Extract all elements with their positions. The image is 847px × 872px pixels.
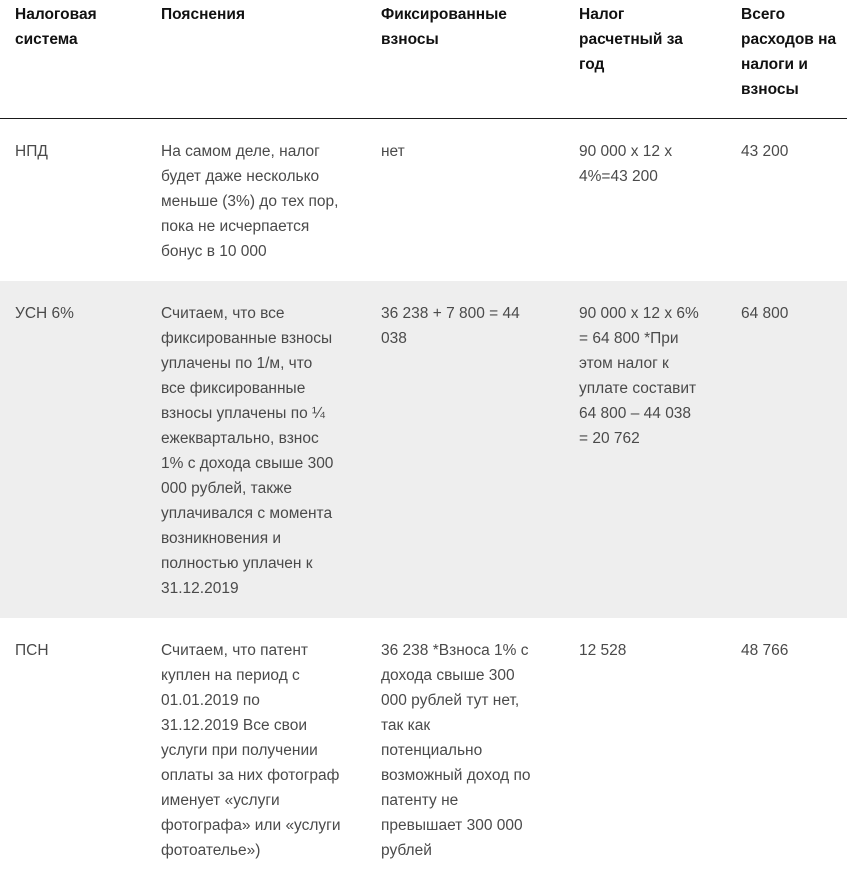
header-tax-system: Налоговая система [15, 6, 97, 48]
cell-fixed-contributions: 36 238 + 7 800 = 44 038 [381, 305, 520, 347]
table-row [0, 119, 847, 281]
header-calculated-tax: Налог расчетный за год [579, 6, 683, 73]
cell-tax-system: ПСН [15, 642, 49, 659]
cell-tax-system: НПД [15, 143, 48, 160]
cell-total: 43 200 [741, 143, 789, 160]
cell-fixed-contributions: 36 238 *Взноса 1% с дохода свыше 300 000 рублей тут нет, так как потенциально возможный доход по патенту не превышает 300 000 рублей [381, 642, 531, 859]
cell-calculated-tax: 90 000 х 12 х 6% = 64 800 *При этом налог к уплате составит 64 800 – 44 038 = 20 762 [579, 305, 699, 447]
cell-explanation: Считаем, что все фиксированные взносы уплачены по 1/м, что все фиксированные взносы уплачены по ¼ ежеквартально, взнос 1% с дохода свыше 300 000 рублей, также уплачивался с момента возникновения и полностью уплачен к 31.12.2019 [161, 305, 334, 597]
table-row [0, 281, 847, 618]
cell-total: 48 766 [741, 642, 789, 659]
table-header-row [0, 0, 847, 119]
header-total-expenses: Всего расходов на налоги и взносы [741, 6, 837, 98]
cell-calculated-tax: 12 528 [579, 642, 627, 659]
cell-fixed-contributions: нет [381, 143, 405, 160]
cell-explanation: На самом деле, налог будет даже несколько меньше (3%) до тех пор, пока не исчерпается бонус в 10 000 [161, 143, 339, 260]
cell-calculated-tax: 90 000 х 12 х 4%=43 200 [579, 143, 673, 185]
cell-total: 64 800 [741, 305, 789, 322]
header-explanations: Пояснения [161, 6, 245, 23]
cell-explanation: Считаем, что патент куплен на период с 01.01.2019 по 31.12.2019 Все свои услуги при получении оплаты за них фотограф именует «услуги фотографа» или «услуги фотоателье») [161, 642, 341, 859]
cell-tax-system: УСН 6% [15, 305, 74, 322]
table-row [0, 618, 847, 872]
header-fixed-contributions: Фиксированные взносы [381, 6, 507, 48]
